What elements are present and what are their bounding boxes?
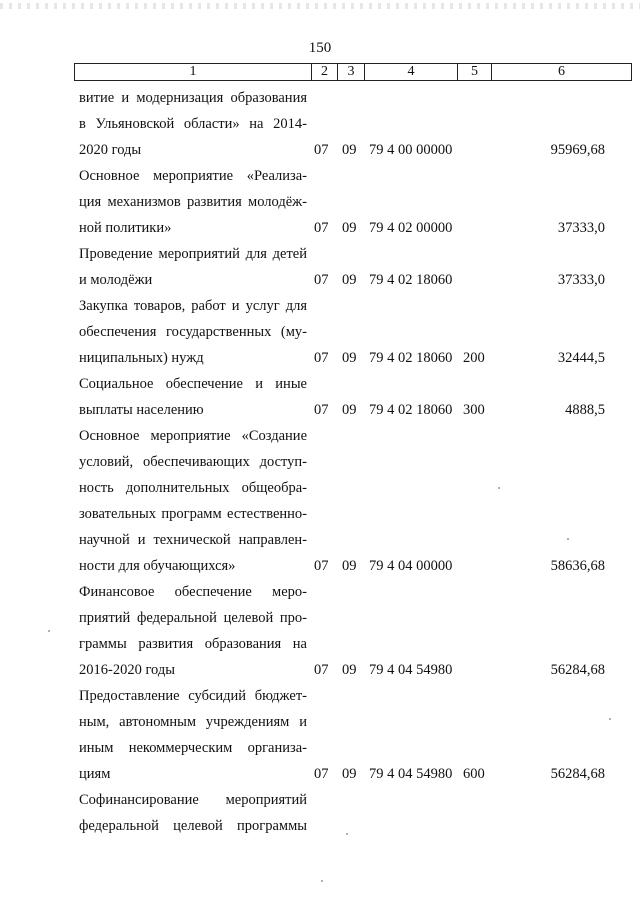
scan-speck — [48, 630, 50, 632]
subsection-code: 09 — [342, 662, 357, 678]
subsection-code: 09 — [342, 272, 357, 288]
row-description-line: ность дополнительных общеобра- — [79, 480, 307, 496]
target-article-code: 79 4 04 00000 — [369, 558, 453, 574]
row-description-line: и молодёжи — [79, 272, 153, 288]
expense-type-code: 200 — [463, 350, 485, 366]
subsection-code: 09 — [342, 350, 357, 366]
target-article-code: 79 4 04 54980 — [369, 662, 453, 678]
expense-type-code: 300 — [463, 402, 485, 418]
row-description-line: в Ульяновской области» на 2014- — [79, 116, 307, 132]
row-description-line: ниципальных) нужд — [79, 350, 204, 366]
subsection-code: 09 — [342, 766, 357, 782]
row-description-line: Основное мероприятие «Реализа- — [79, 168, 307, 184]
row-description-line: обеспечения государственных (му- — [79, 324, 307, 340]
row-description-line: федеральной целевой программы — [79, 818, 307, 834]
row-description-line: Проведение мероприятий для детей — [79, 246, 307, 262]
row-description-line: Софинансирование мероприятий — [79, 792, 307, 808]
subsection-code: 09 — [342, 402, 357, 418]
row-description-line: выплаты населению — [79, 402, 204, 418]
target-article-code: 79 4 04 54980 — [369, 766, 453, 782]
scan-noise-top — [0, 3, 640, 9]
section-code: 07 — [314, 350, 329, 366]
row-description-line: циям — [79, 766, 111, 782]
amount-value: 4888,5 — [565, 402, 605, 418]
amount-value: 32444,5 — [557, 350, 605, 366]
row-description-line: 2016-2020 годы — [79, 662, 175, 678]
table-row — [0, 371, 640, 423]
amount-value: 56284,68 — [550, 766, 605, 782]
header-col-1: 1 — [75, 64, 312, 80]
row-description-line: ности для обучающихся» — [79, 558, 236, 574]
subsection-code: 09 — [342, 558, 357, 574]
target-article-code: 79 4 02 18060 — [369, 350, 453, 366]
table-row — [0, 85, 640, 163]
subsection-code: 09 — [342, 142, 357, 158]
row-description-line: Финансовое обеспечение меро- — [79, 584, 307, 600]
header-col-2: 2 — [312, 64, 338, 80]
row-description-line: ным, автономным учреждениям и — [79, 714, 307, 730]
amount-value: 95969,68 — [550, 142, 605, 158]
row-description-line: зовательных программ естественно- — [79, 506, 307, 522]
section-code: 07 — [314, 402, 329, 418]
row-description-line: Закупка товаров, работ и услуг для — [79, 298, 307, 314]
header-col-3: 3 — [338, 64, 365, 80]
scan-speck — [498, 487, 500, 489]
header-col-6: 6 — [558, 64, 565, 79]
row-description-line: 2020 годы — [79, 142, 142, 158]
table-row — [0, 579, 640, 683]
scan-speck — [346, 833, 348, 835]
header-col-5: 5 — [458, 64, 492, 80]
subsection-code: 09 — [342, 220, 357, 236]
section-code: 07 — [314, 142, 329, 158]
target-article-code: 79 4 02 18060 — [369, 402, 453, 418]
table-header — [74, 63, 632, 81]
page-number: 150 — [308, 40, 332, 56]
section-code: 07 — [314, 766, 329, 782]
section-code: 07 — [314, 662, 329, 678]
row-description-line: Предоставление субсидий бюджет- — [79, 688, 307, 704]
table-row — [0, 423, 640, 579]
section-code: 07 — [314, 220, 329, 236]
section-code: 07 — [314, 558, 329, 574]
target-article-code: 79 4 00 00000 — [369, 142, 453, 158]
expense-type-code: 600 — [463, 766, 485, 782]
row-description-line: граммы развития образования на — [79, 636, 307, 652]
row-description-line: ной политики» — [79, 220, 172, 236]
row-description-line: приятий федеральной целевой про- — [79, 610, 307, 626]
scan-speck — [609, 718, 611, 720]
row-description-line: Социальное обеспечение и иные — [79, 376, 307, 392]
amount-value: 58636,68 — [550, 558, 605, 574]
row-description-line: Основное мероприятие «Создание — [79, 428, 307, 444]
target-article-code: 79 4 02 18060 — [369, 272, 453, 288]
scan-speck — [321, 880, 323, 882]
table-row — [0, 163, 640, 241]
scan-speck — [567, 538, 569, 540]
header-col-4: 4 — [365, 64, 458, 80]
table-row — [0, 683, 640, 787]
amount-value: 37333,0 — [557, 272, 605, 288]
amount-value: 37333,0 — [557, 220, 605, 236]
row-description-line: витие и модернизация образования — [79, 90, 307, 106]
row-description-line: условий, обеспечивающих доступ- — [79, 454, 307, 470]
section-code: 07 — [314, 272, 329, 288]
table-row — [0, 241, 640, 293]
table-row — [0, 787, 640, 839]
row-description-line: научной и технической направлен- — [79, 532, 307, 548]
target-article-code: 79 4 02 00000 — [369, 220, 453, 236]
row-description-line: иным некоммерческим организа- — [79, 740, 307, 756]
table-row — [0, 293, 640, 371]
row-description-line: ция механизмов развития молодёж- — [79, 194, 307, 210]
amount-value: 56284,68 — [550, 662, 605, 678]
